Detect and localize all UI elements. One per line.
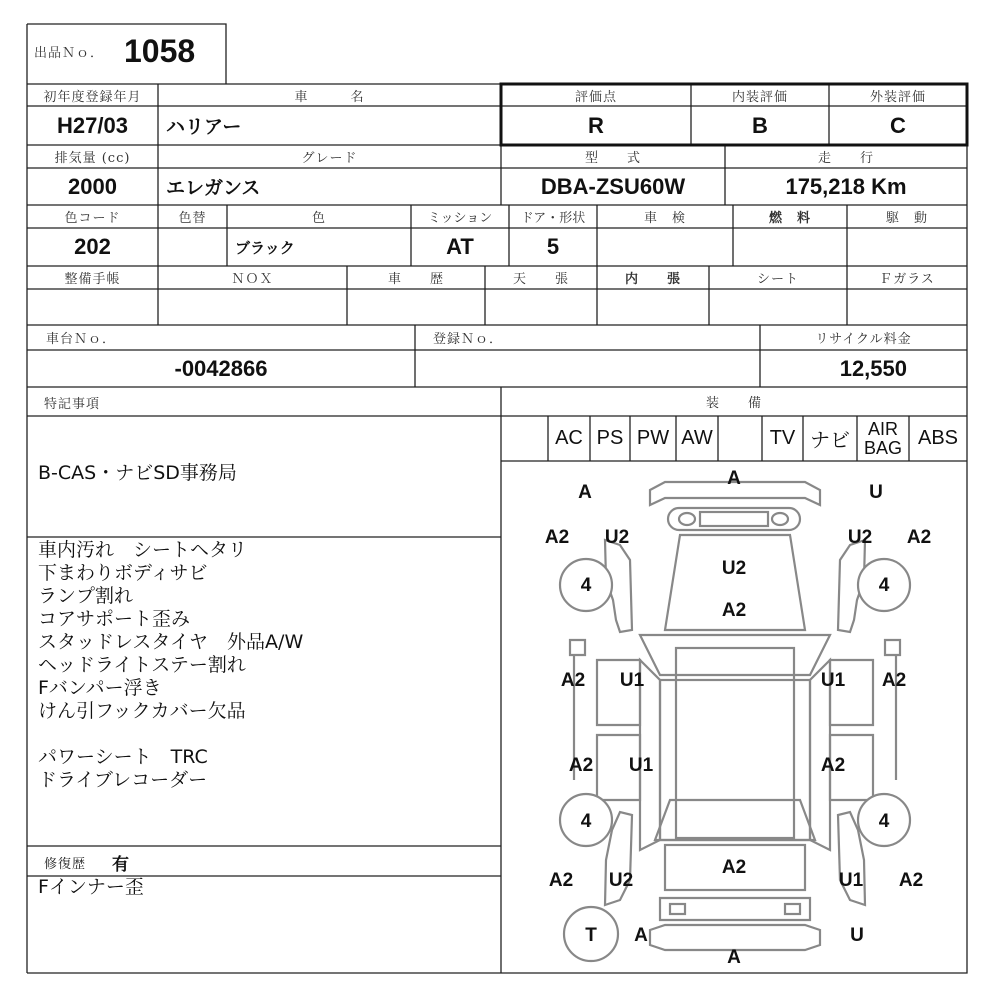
mark-fdoor-l-a: A2 xyxy=(560,670,586,691)
fuel-value xyxy=(733,228,847,266)
mission-value: AT xyxy=(446,234,474,259)
door-value: 5 xyxy=(546,234,560,259)
mark-qtr-r-a: A2 xyxy=(898,870,924,891)
inspection-value xyxy=(597,228,733,266)
equipment-header: 装 備 xyxy=(705,396,762,411)
mark-fender-l-u: U2 xyxy=(604,527,630,548)
lot-number: 1058 xyxy=(124,32,196,69)
model-value: DBA-ZSU60W xyxy=(540,173,686,199)
repair-label: 修復歴 xyxy=(44,856,87,872)
notes-body: 車内汚れ シートヘタリ 下まわりボディサビ ランプ割れ コアサポート歪み スタッドレスタイヤ 外品A/W ヘッドライトステー割れ Fバンパー浮き けん引フックカバー欠品 パワーシート TRC ドライブレコーダー xyxy=(38,539,304,791)
repair-detail: Fインナー歪 xyxy=(38,876,144,898)
mark-fdoor-r-a: A2 xyxy=(881,670,907,691)
mark-tire-rr: 4 xyxy=(878,811,890,832)
mission-header: ミッション xyxy=(427,211,493,226)
mark-front-bumper: A xyxy=(727,468,741,489)
chassis-value: -0042866 xyxy=(174,355,268,381)
color-header: 色 xyxy=(311,211,326,226)
mark-hood-u: U2 xyxy=(721,558,747,579)
equipment-navi: ナビ xyxy=(810,430,850,452)
mark-tire-fr: 4 xyxy=(878,575,890,596)
exterior-header: 外装評価 xyxy=(869,89,926,105)
registration-value xyxy=(415,350,760,387)
drive-value xyxy=(847,228,967,266)
grade-value: エレガンス xyxy=(166,177,261,199)
color-change-value xyxy=(158,228,227,266)
recycle-value: 12,550 xyxy=(839,355,907,381)
notes-line1: B-CAS・ナビSD事務局 xyxy=(38,462,237,484)
equipment-blank-2 xyxy=(718,416,762,461)
mark-rdoor-r-a: A2 xyxy=(820,755,846,776)
recycle-header: リサイクル料金 xyxy=(815,332,912,347)
mark-fender-l-a: A2 xyxy=(544,527,570,548)
interior-header: 内装評価 xyxy=(731,89,788,105)
roof-header: 天 張 xyxy=(512,272,569,287)
first-reg-header: 初年度登録年月 xyxy=(43,89,142,105)
car-damage-diagram xyxy=(501,461,967,973)
mark-spare: T xyxy=(585,925,597,946)
fuel-header: 燃 料 xyxy=(768,211,811,226)
equipment-ac: AC xyxy=(555,427,583,449)
mark-rdoor-l-a: A2 xyxy=(568,755,594,776)
mark-qtr-l-u: U2 xyxy=(608,870,634,891)
equipment-pw: PW xyxy=(636,427,670,449)
model-header: 型 式 xyxy=(584,151,641,166)
equipment-ps: PS xyxy=(596,427,624,449)
score-value: R xyxy=(588,112,604,138)
exterior-value: C xyxy=(890,112,906,138)
mark-tire-fl: 4 xyxy=(580,575,592,596)
equipment-abs: ABS xyxy=(917,427,959,449)
mark-rdoor-l-u: U1 xyxy=(628,755,654,776)
mark-qtr-l-a: A2 xyxy=(548,870,574,891)
mark-fdoor-l-u: U1 xyxy=(619,670,645,691)
mark-rear-bumper: A xyxy=(727,947,741,968)
first-reg-value: H27/03 xyxy=(57,112,128,138)
mark-front-right: U xyxy=(869,482,883,503)
maintenance-header: 整備手帳 xyxy=(64,272,121,287)
color-value: ブラック xyxy=(235,238,295,257)
mark-fender-r-a: A2 xyxy=(906,527,932,548)
repair-value: 有 xyxy=(112,854,129,875)
mark-tire-rl: 4 xyxy=(580,811,592,832)
mark-front-left: A xyxy=(578,482,592,503)
fglass-header: Ｆガラス xyxy=(879,272,935,287)
inspection-header: 車 検 xyxy=(643,211,686,226)
mark-rear-right: U xyxy=(850,925,864,946)
mileage-value: 175,218 Km xyxy=(785,173,907,199)
mark-trunk: A2 xyxy=(721,857,747,878)
equipment-aw: AW xyxy=(681,427,713,449)
displacement-value: 2000 xyxy=(68,173,117,199)
drive-header: 駆 動 xyxy=(885,211,928,226)
color-code-value: 202 xyxy=(74,234,111,259)
equipment-blank-1 xyxy=(501,416,548,461)
equipment-airbag: AIR BAG xyxy=(863,418,902,458)
lot-label: 出品Ｎｏ． xyxy=(34,45,105,61)
notes-header: 特記事項 xyxy=(44,396,101,412)
interior-lining-header: 内 張 xyxy=(624,272,681,287)
registration-header: 登録Ｎｏ． xyxy=(433,332,504,347)
seat-header: シート xyxy=(756,272,799,287)
car-name-header: 車 名 xyxy=(294,89,365,105)
chassis-header: 車台Ｎｏ． xyxy=(46,332,117,347)
color-change-header: 色替 xyxy=(178,211,207,226)
mark-qtr-r-u: U1 xyxy=(838,870,864,891)
car-name-value: ハリアー xyxy=(166,116,242,138)
displacement-header: 排気量 (cc) xyxy=(54,151,131,166)
door-header: ドア・形状 xyxy=(520,211,586,226)
mark-fdoor-r-u: U1 xyxy=(820,670,846,691)
score-header: 評価点 xyxy=(574,89,617,105)
mark-fender-r-u: U2 xyxy=(847,527,873,548)
grade-header: グレード xyxy=(301,151,358,166)
equipment-tv: TV xyxy=(769,427,796,449)
mark-rear-left: A xyxy=(634,925,648,946)
nox-header: ＮＯＸ xyxy=(231,272,274,287)
mileage-header: 走 行 xyxy=(817,151,874,166)
interior-value: B xyxy=(752,112,768,138)
history-header: 車 歴 xyxy=(387,272,444,287)
mark-hood-a: A2 xyxy=(721,600,747,621)
color-code-header: 色コード xyxy=(64,211,121,226)
